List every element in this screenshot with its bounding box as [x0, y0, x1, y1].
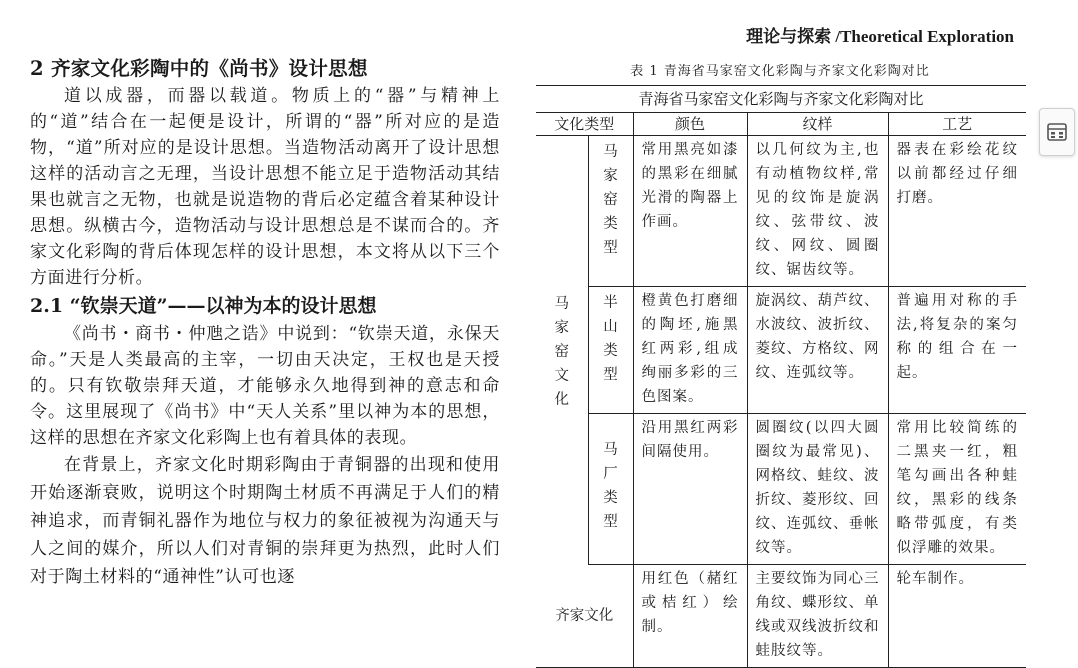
pattern-cell: 圆圈纹(以四大圆圈纹为最常见)、网格纹、蛙纹、波折纹、菱形纹、回纹、连弧纹、垂帐纹等。	[747, 414, 888, 565]
type-label: 马厂类型	[603, 442, 618, 530]
header-color: 颜色	[633, 113, 747, 136]
pattern-cell: 以几何纹为主,也有动植物纹样,常见的纹饰是旋涡纹、弦带纹、波纹、网纹、圆圈纹、锯齿纹等。	[747, 136, 888, 287]
table-title: 青海省马家窑文化彩陶与齐家文化彩陶对比	[536, 86, 1026, 113]
side-tool-button[interactable]	[1039, 108, 1075, 156]
color-cell: 橙黄色打磨细的陶坯,施黑红两彩,组成绚丽多彩的三色图案。	[633, 287, 747, 414]
craft-cell: 常用比较简练的二黑夹一红，粗笔勾画出各种蛙纹，黑彩的线条略带弧度，有类似浮雕的效果。	[888, 414, 1026, 565]
type-cell	[588, 287, 633, 414]
header-culture-type: 文化类型	[536, 113, 633, 136]
paragraph-2: 《尚书・商书・仲虺之诰》中说到：“钦崇天道，永保天命。”天是人类最高的主宰，一切由天决定，王权也是天授的。只有钦敬崇拜天道，才能够永久地得到神的意志和命令。这里展现了《尚书》中“天人关系”里以神为本的思想，这样的思想在齐家文化彩陶上也有着具体的表现。	[30, 324, 500, 448]
pattern-cell: 主要纹饰为同心三角纹、蝶形纹、单线或双线波折纹和蛙肢纹等。	[747, 565, 888, 668]
table-caption: 表 1 青海省马家窑文化彩陶与齐家文化彩陶对比	[630, 64, 930, 79]
qijia-label: 齐家文化	[536, 565, 633, 668]
craft-cell: 轮车制作。	[888, 565, 1026, 668]
color-cell: 用红色（赭红或桔红）绘制。	[633, 565, 747, 668]
type-cell	[588, 414, 633, 565]
majiayao-label-cell	[536, 136, 588, 565]
header-pattern: 纹样	[747, 113, 888, 136]
paragraph-1: 道以成器，而器以载道。物质上的“器”与精神上的“道”结合在一起便是设计，所谓的“器”所对应的是造物，“道”所对应的是设计思想。当造物活动离开了设计思想这样的活动言之无理，当设计思想不能立足于造物活动其结果也就言之无物，也就是说造物的背后必定蕴含着某种设计思想。纵横古今，造物活动与设计思想总是不谋而合的。齐家文化彩陶的背后体现怎样的设计思想，本文将从以下三个方面进行分析。	[30, 86, 500, 288]
toolbox-icon	[1046, 121, 1068, 143]
color-cell: 沿用黑红两彩间隔使用。	[633, 414, 747, 565]
page-header: 理论与探索 /Theoretical Exploration	[746, 27, 1014, 46]
type-cell	[588, 136, 633, 287]
table-row	[536, 136, 1026, 287]
pattern-cell: 旋涡纹、葫芦纹、水波纹、波折纹、菱纹、方格纹、网纹、连弧纹等。	[747, 287, 888, 414]
table-row	[536, 414, 1026, 565]
type-label: 马家窑类型	[603, 144, 618, 256]
majiayao-label: 马家窑文化	[554, 296, 569, 409]
table-row	[536, 287, 1026, 414]
type-label: 半山类型	[603, 295, 618, 383]
subsection-title: 2.1 “钦崇天道”——以神为本的设计思想	[30, 295, 377, 317]
craft-cell: 器表在彩绘花纹以前都经过仔细打磨。	[888, 136, 1026, 287]
header-craft: 工艺	[888, 113, 1026, 136]
comparison-table	[536, 85, 1026, 668]
paragraph-3: 在背景上，齐家文化时期彩陶由于青铜器的出现和使用开始逐渐衰败，说明这个时期陶土材质不再满足于人们的精神追求，而青铜礼器作为地位与权力的象征被视为沟通天与人之间的媒介，所以人们对青铜的崇拜更为热烈，此时人们对于陶土材料的“通神性”认可也逐	[30, 455, 500, 587]
table-row	[536, 565, 1026, 668]
craft-cell: 普遍用对称的手法,将复杂的案匀称的组合在一起。	[888, 287, 1026, 414]
color-cell: 常用黑亮如漆的黑彩在细腻光滑的陶器上作画。	[633, 136, 747, 287]
section-title: 2 齐家文化彩陶中的《尚书》设计思想	[30, 57, 368, 80]
article-left-column	[30, 55, 500, 591]
